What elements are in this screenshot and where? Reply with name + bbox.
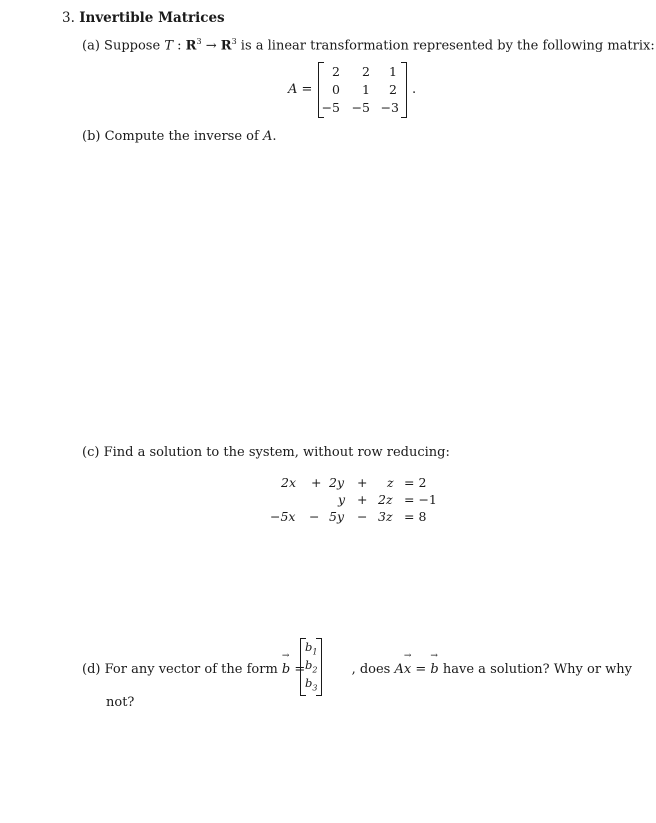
- matrix-cell: 2: [389, 82, 397, 97]
- eq1-y-term: 2y: [329, 475, 345, 490]
- arrow-symbol: →: [205, 38, 217, 54]
- vector-b: → b: [282, 662, 290, 677]
- part-d-mid: , does: [351, 662, 391, 677]
- part-c-prompt: Find a solution to the system, without row reducing:: [103, 445, 450, 460]
- matrix-name: A: [288, 82, 298, 97]
- eq2-y-term: y: [338, 492, 346, 507]
- eq1-op2: +: [357, 475, 368, 490]
- var-t: T: [164, 38, 173, 54]
- reals-symbol: R: [185, 38, 197, 54]
- vector-b-2: → b: [430, 662, 438, 677]
- eq1-op1: +: [311, 475, 322, 490]
- part-c-label: (c): [82, 445, 100, 460]
- vector-entry: $b_1$: [305, 640, 318, 657]
- reals-symbol-2: R: [220, 38, 232, 54]
- matrix-cell: −3: [380, 100, 399, 115]
- matrix-cell: −5: [351, 100, 370, 115]
- part-a-label: (a): [82, 38, 100, 54]
- colon: :: [177, 38, 182, 54]
- exponent-2: 3: [231, 37, 237, 46]
- eq3-op2: −: [357, 509, 368, 524]
- matrix-cell: 2: [362, 64, 370, 79]
- equals-sign: =: [294, 662, 306, 677]
- equals-sign-2: =: [415, 662, 427, 677]
- equals-sign: =: [301, 82, 313, 97]
- part-a-description: is a linear transformation represented by the following matrix:: [240, 38, 655, 54]
- eq3-y-term: 5y: [329, 509, 345, 524]
- exponent: 3: [196, 37, 202, 46]
- matrix-cell: 2: [332, 64, 340, 79]
- eq1-rhs: = 2: [404, 475, 427, 490]
- part-a-text: [82, 37, 655, 53]
- vector-x: → x: [404, 662, 411, 677]
- part-d-continuation: not?: [106, 695, 135, 710]
- part-a-intro: Suppose: [104, 38, 161, 54]
- matrix-a-label: [288, 82, 312, 97]
- part-b-prompt: Compute the inverse of: [104, 129, 259, 144]
- eq3-x-term: −5x: [270, 509, 296, 524]
- period: .: [272, 129, 277, 144]
- part-d-question: have a solution? Why or why: [442, 662, 633, 677]
- matrix-cell: 1: [389, 64, 397, 79]
- part-d-intro: For any vector of the form: [104, 662, 278, 677]
- part-d-label: (d): [82, 662, 101, 677]
- eq2-rhs: = −1: [404, 492, 437, 507]
- eq1-z-term: z: [387, 475, 394, 490]
- matrix-cell: 0: [332, 82, 340, 97]
- part-b-label: (b): [82, 129, 101, 144]
- var-a: A: [262, 129, 273, 144]
- var-a: A: [394, 662, 404, 677]
- eq3-rhs: = 8: [404, 509, 427, 524]
- matrix-period: .: [412, 82, 417, 97]
- part-c-text: [82, 445, 450, 460]
- eq3-z-term: 3z: [378, 509, 393, 524]
- eq2-z-term: 2z: [378, 492, 393, 507]
- matrix-right-bracket: [401, 62, 407, 118]
- question-title: Invertible Matrices: [79, 10, 225, 26]
- matrix-cell: 1: [362, 82, 370, 97]
- eq1-x-term: 2x: [281, 475, 297, 490]
- part-d-text: [82, 662, 632, 677]
- vector-entry: $b_3$: [305, 676, 318, 693]
- eq2-op2: +: [357, 492, 368, 507]
- vector-entry: $b_2$: [305, 658, 318, 675]
- question-number: 3.: [62, 10, 75, 26]
- eq3-op1: −: [309, 509, 320, 524]
- question-heading: [62, 10, 225, 26]
- matrix-cell: −5: [321, 100, 340, 115]
- part-b-text: [82, 129, 276, 144]
